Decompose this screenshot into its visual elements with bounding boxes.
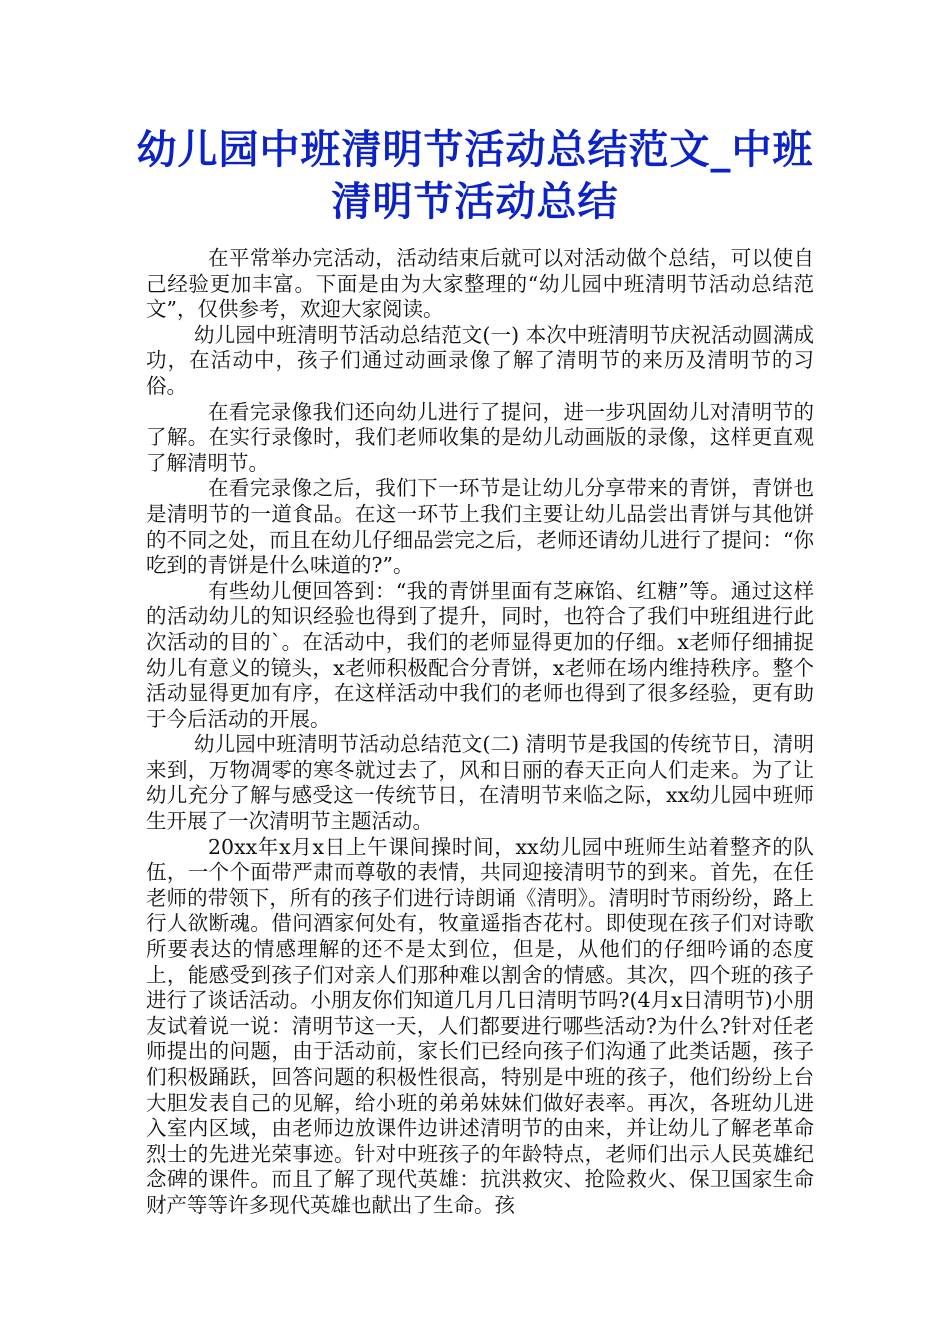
paragraph-video-review: 在看完录像我们还向幼儿进行了提问，进一步巩固幼儿对清明节的了解。在实行录像时，我们老师收集的是幼儿动画版的录像，这样更直观了解清明节。 — [146, 399, 814, 475]
document-body — [146, 246, 814, 1219]
paragraph-sample-one: 幼儿园中班清明节活动总结范文(一) 本次中班清明节庆祝活动圆满成功，在活动中，孩子们通过动画录像了解了清明节的来历及清明节的习俗。 — [146, 322, 814, 398]
paragraph-sample-two: 幼儿园中班清明节活动总结范文(二) 清明节是我国的传统节日，清明来到，万物凋零的寒冬就过去了，风和日丽的春天正向人们走来。为了让幼儿充分了解与感受这一传统节日，在清明节来临之际，xx幼儿园中班师生开展了一次清明节主题活动。 — [146, 732, 814, 834]
paragraph-answers: 有些幼儿便回答到：“我的青饼里面有芝麻馅、红糖”等。通过这样的活动幼儿的知识经验也得到了提升，同时，也符合了我们中班组进行此次活动的目的`。在活动中，我们的老师显得更加的仔细。x老师仔细捕捉幼儿有意义的镜头，x老师积极配合分青饼，x老师在场内维持秩序。整个活动显得更加有序，在这样活动中我们的老师也得到了很多经验，更有助于今后活动的开展。 — [146, 578, 814, 731]
paragraph-activity-details: 20xx年x月x日上午课间操时间，xx幼儿园中班师生站着整齐的队伍，一个个面带严肃而尊敬的表情，共同迎接清明节的到来。首先，在任老师的带领下，所有的孩子们进行诗朗诵《清明》。清明时节雨纷纷，路上行人欲断魂。借问酒家何处有，牧童遥指杏花村。即使现在孩子们对诗歌所要表达的情感理解的还不是太到位，但是，从他们的仔细吟诵的态度上，能感受到孩子们对亲人们那种难以割舍的情感。其次，四个班的孩子进行了谈话活动。小朋友你们知道几月几日清明节吗?(4月x日清明节)小朋友试着说一说：清明节这一天，人们都要进行哪些活动?为什么?针对任老师提出的问题，由于活动前，家长们已经向孩子们沟通了此类话题，孩子们积极踊跃，回答问题的积极性很高，特别是中班的孩子，他们纷纷上台大胆发表自己的见解，给小班的弟弟妹妹们做好表率。再次，各班幼儿进入室内区域，由老师边放课件边讲述清明节的由来，并让幼儿了解老革命烈士的先进光荣事迹。针对中班孩子的年龄特点，老师们出示人民英雄纪念碑的课件。而且了解了现代英雄：抗洪救灾、抢险救火、保卫国家生命财产等等许多现代英雄也献出了生命。孩 — [146, 834, 814, 1217]
paragraph-qingbing: 在看完录像之后，我们下一环节是让幼儿分享带来的青饼，青饼也是清明节的一道食品。在这一环节上我们主要让幼儿品尝出青饼与其他饼的不同之处，而且在幼儿仔细品尝完之后，老师还请幼儿进行了提问：“你吃到的青饼是什么味道的?”。 — [146, 476, 814, 578]
paragraph-intro: 在平常举办完活动，活动结束后就可以对活动做个总结，可以使自己经验更加丰富。下面是由为大家整理的“幼儿园中班清明节活动总结范文”，仅供参考，欢迎大家阅读。 — [146, 246, 814, 322]
document-title: 幼儿园中班清明节活动总结范文_中班清明节活动总结 — [136, 127, 814, 225]
